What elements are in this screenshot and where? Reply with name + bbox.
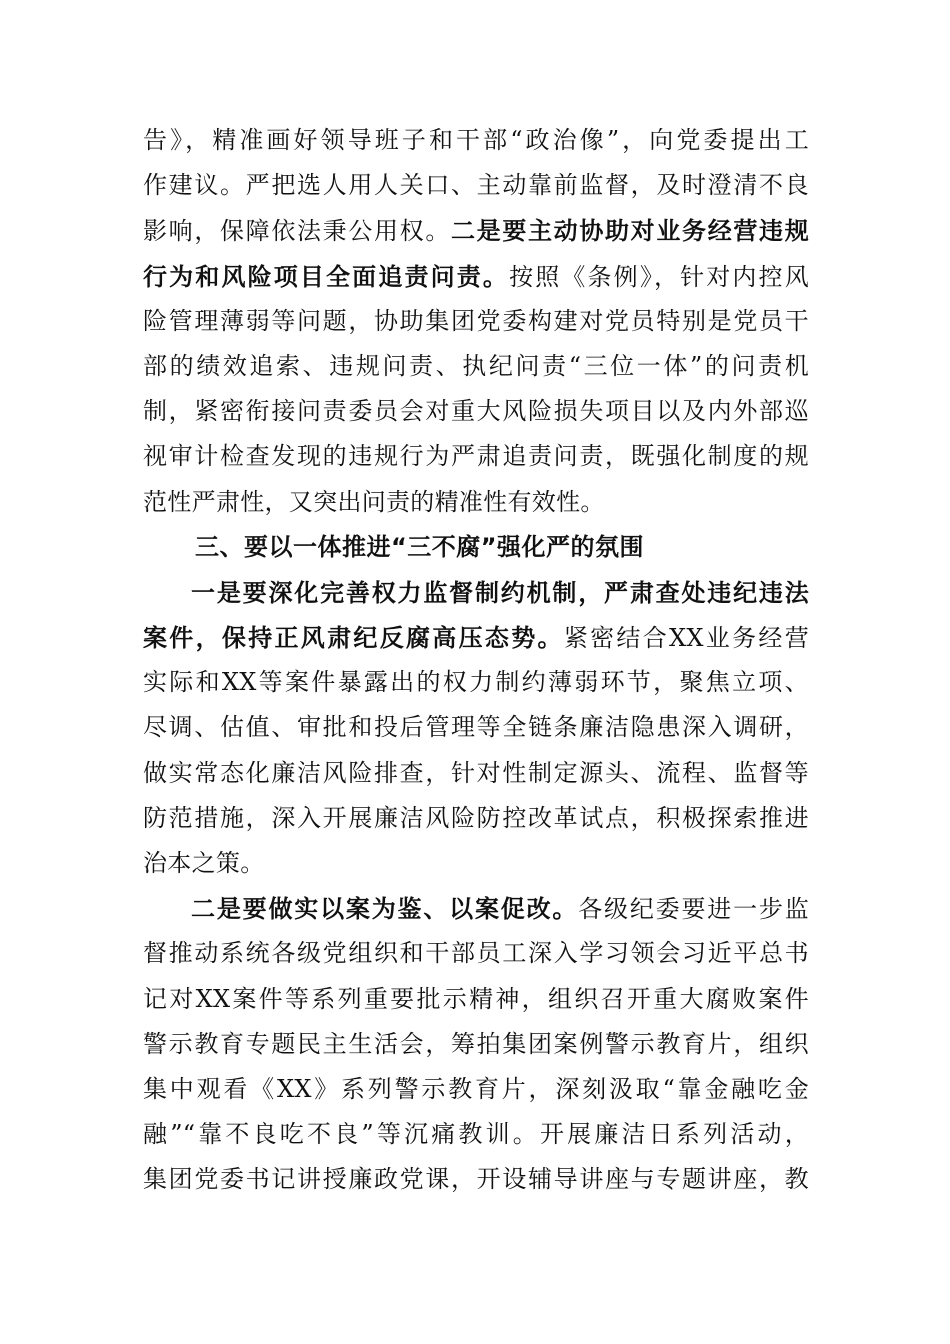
text-line xyxy=(143,208,809,253)
text-line: 记对XX案件等系列重要批示精神，组织召开重大腐败案件 xyxy=(143,984,809,1013)
text-run: 各级纪委要进一步监 xyxy=(578,895,810,924)
document-body xyxy=(143,118,809,1203)
text-line: 部的绩效追索、违规问责、执纪问责“三位一体”的问责机 xyxy=(143,351,809,380)
bold-text-run: 二是要主动协助对业务经营违规 xyxy=(451,216,809,246)
text-line: 集团党委书记讲授廉政党课，开设辅导讲座与专题讲座，教 xyxy=(143,1165,809,1194)
text-line: 范性严肃性，又突出问责的精准性有效性。 xyxy=(143,487,605,516)
text-line: 警示教育专题民主生活会，筹拍集团案例警示教育片，组织 xyxy=(143,1029,809,1058)
text-line: 尽调、估值、审批和投后管理等全链条廉洁隐患深入调研， xyxy=(143,713,809,742)
text-line: 告》，精准画好领导班子和干部“政治像”，向党委提出工 xyxy=(143,126,809,154)
text-line: 视审计检查发现的违规行为严肃追责问责，既强化制度的规 xyxy=(143,442,809,471)
text-line: 作建议。严把选人用人关口、主动靠前监督，及时澄清不良 xyxy=(143,171,809,200)
text-line: 融”“靠不良吃不良”等沉痛教训。开展廉洁日系列活动， xyxy=(143,1120,809,1149)
bold-text-run: 行为和风险项目全面追责问责。 xyxy=(143,261,510,291)
text-run: 影响，保障依法秉公用权。 xyxy=(143,217,452,246)
text-line: 实际和XX等案件暴露出的权力制约薄弱环节，聚焦立项、 xyxy=(143,668,809,697)
section-heading: 三、要以一体推进“三不腐”强化严的氛围 xyxy=(195,532,645,561)
text-line xyxy=(143,886,809,931)
text-line: 制，紧密衔接问责委员会对重大风险损失项目以及内外部巡 xyxy=(143,397,809,426)
text-line: 一是要深化完善权力监督制约机制，严肃查处违纪违法 xyxy=(191,577,809,607)
text-line: 治本之策。 xyxy=(143,849,265,877)
text-run: 按照《条例》，针对内控风 xyxy=(509,262,809,291)
text-line: 防范措施，深入开展廉洁风险防控改革试点，积极探索推进 xyxy=(143,803,809,832)
text-line xyxy=(143,615,809,660)
text-line: 集中观看《XX》系列警示教育片，深刻汲取“靠金融吃金 xyxy=(143,1074,809,1103)
text-run: 紧密结合XX业务经营 xyxy=(563,624,809,653)
text-line: 做实常态化廉洁风险排查，针对性制定源头、流程、监督等 xyxy=(143,758,809,787)
bold-text-run: 案件，保持正风肃纪反腐高压态势。 xyxy=(143,623,564,653)
text-line: 险管理薄弱等问题，协助集团党委构建对党员特别是党员干 xyxy=(143,306,809,335)
text-line xyxy=(143,254,809,299)
text-line: 督推动系统各级党组织和干部员工深入学习领会习近平总书 xyxy=(143,939,809,968)
bold-text-run: 二是要做实以案为鉴、以案促改。 xyxy=(191,894,579,924)
